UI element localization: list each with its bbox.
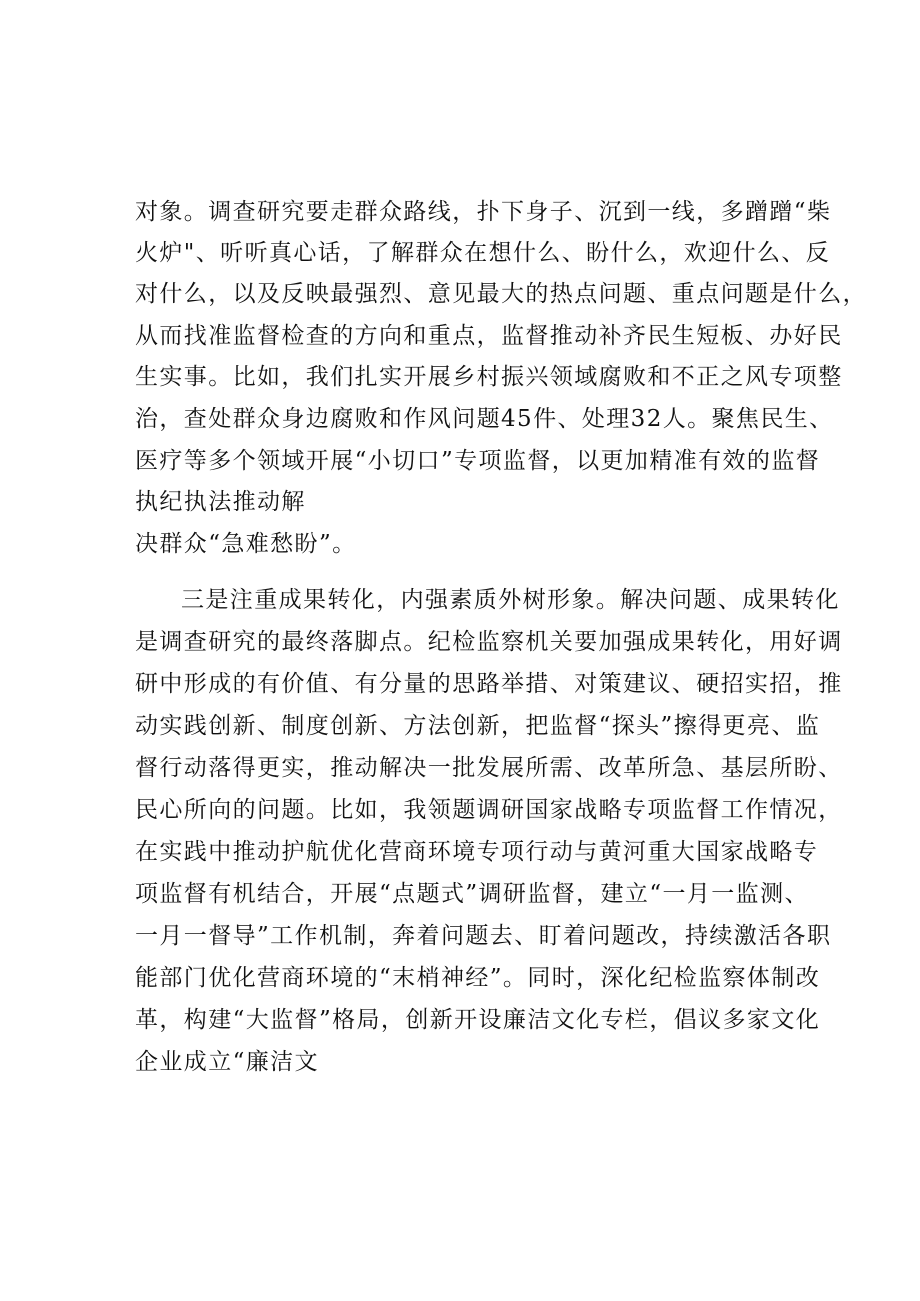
paragraph-line: 从而找准监督检查的方向和重点，监督推动补齐民生短板、办好民 <box>135 323 843 349</box>
paragraph-line: 督行动落得更实，推动解决一批发展所需、改革所急、基层所盼、 <box>135 755 843 781</box>
paragraph-line: 动实践创新、制度创新、方法创新，把监督“探头”擦得更亮、监 <box>135 713 821 739</box>
paragraph-line: 在实践中推动护航优化营商环境专项行动与黄河重大国家战略专 <box>135 839 819 865</box>
paragraph-line: 一月一督导”工作机制，奔着问题去、盯着问题改，持续激活各职 <box>135 923 832 949</box>
paragraph-line: 决群众“急难愁盼”。 <box>135 531 357 557</box>
paragraph-line: 三是注重成果转化，内强素质外树形象。解决问题、成果转化 <box>181 587 840 613</box>
paragraph-line: 是调查研究的最终落脚点。纪检监察机关要加强成果转化，用好调 <box>135 629 843 655</box>
paragraph-line: 民心所向的问题。比如，我领题调研国家战略专项监督工作情况， <box>135 797 843 823</box>
paragraph-line: 能部门优化营商环境的“末梢神经”。同时，深化纪检监察体制改 <box>135 965 821 991</box>
paragraph-line: 执纪执法推动解 <box>135 489 306 515</box>
paragraph-line: 研中形成的有价值、有分量的思路举措、对策建议、硬招实招，推 <box>135 671 843 697</box>
paragraph-line: 对什么，以及反映最强烈、意见最大的热点问题、重点问题是什么， <box>135 281 867 307</box>
paragraph-line: 生实事。比如，我们扎实开展乡村振兴领域腐败和不正之风专项整 <box>135 364 843 390</box>
paragraph-line: 企业成立“廉洁文 <box>135 1049 319 1075</box>
paragraph-line: 革，构建“大监督”格局，创新开设廉洁文化专栏，倡议多家文化 <box>135 1007 821 1033</box>
paragraph-line: 项监督有机结合，开展“点题式”调研监督，建立“一月一监测、 <box>135 881 809 907</box>
paragraph-line: 对象。调查研究要走群众路线，扑下身子、沉到一线，多蹭蹭“柴 <box>135 199 832 225</box>
paragraph-line: 医疗等多个领域开展“小切口”专项监督，以更加精准有效的监督 <box>135 448 821 474</box>
paragraph-line: 治，查处群众身边腐败和作风问题45件、处理32人。聚焦民生、 <box>135 406 834 432</box>
paragraph-line: 火炉"、听听真心话，了解群众在想什么、盼什么，欢迎什么、反 <box>135 240 831 266</box>
